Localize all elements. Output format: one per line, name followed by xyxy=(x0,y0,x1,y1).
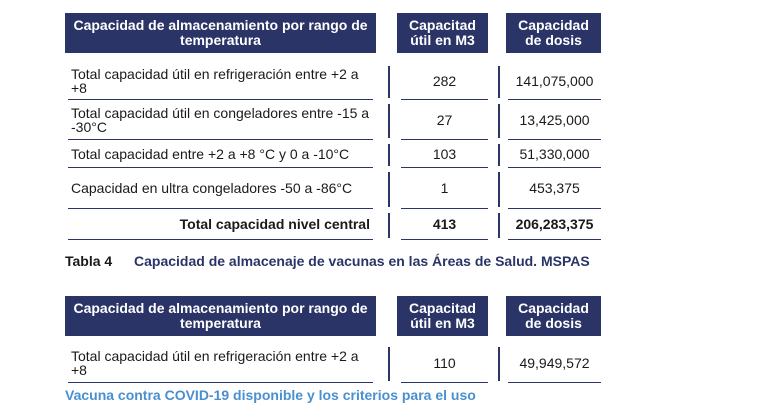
column-header-doses: Capacidad de dosis xyxy=(506,13,601,53)
table-header xyxy=(65,296,601,336)
row-doses: 51,330,000 xyxy=(508,140,601,168)
row-m3: 103 xyxy=(401,140,488,168)
row-m3: 27 xyxy=(401,100,488,140)
column-divider xyxy=(498,213,500,238)
column-divider xyxy=(498,66,500,98)
row-label: Capacidad en ultra congeladores -50 a -86°C xyxy=(68,168,373,209)
column-divider xyxy=(498,347,500,381)
row-doses: 141,075,000 xyxy=(508,62,601,100)
row-label: Total capacidad entre +2 a +8 °C y 0 a -10°C xyxy=(68,140,373,168)
row-label: Total capacidad útil en refrigeración entre +2 a +8 xyxy=(68,62,373,100)
storage-capacity-table-central xyxy=(65,13,601,240)
column-divider xyxy=(388,172,390,207)
column-divider xyxy=(388,144,390,166)
total-label: Total capacidad nivel central xyxy=(68,209,373,240)
column-header-doses: Capacidad de dosis xyxy=(506,296,601,336)
section-heading-cutoff xyxy=(65,387,565,403)
row-m3: 282 xyxy=(401,62,488,100)
column-divider xyxy=(498,104,500,138)
column-divider xyxy=(388,213,390,238)
column-header-range: Capacidad de almacenamiento por rango de temperatura xyxy=(65,296,376,336)
column-divider xyxy=(388,104,390,138)
total-m3: 413 xyxy=(401,209,488,240)
row-label: Total capacidad útil en congeladores entre -15 a -30°C xyxy=(68,100,373,140)
row-label: Total capacidad útil en refrigeración entre +2 a +8 xyxy=(68,343,373,383)
row-doses: 453,375 xyxy=(508,168,601,209)
table-row xyxy=(65,100,601,140)
row-doses: 13,425,000 xyxy=(508,100,601,140)
row-m3: 110 xyxy=(401,343,488,383)
caption-number: Tabla 4 xyxy=(65,253,113,269)
table-total-row xyxy=(65,209,601,240)
column-header-range: Capacidad de almacenamiento por rango de temperatura xyxy=(65,13,376,53)
storage-capacity-table-areas xyxy=(65,296,601,383)
table-header xyxy=(65,13,601,53)
total-doses: 206,283,375 xyxy=(508,209,601,240)
table-row xyxy=(65,343,601,383)
table-row xyxy=(65,62,601,100)
row-m3: 1 xyxy=(401,168,488,209)
section-heading-text: Vacuna contra COVID-19 disponible y los criterios para el uso xyxy=(65,387,476,403)
column-header-m3: Capacitad útil en M3 xyxy=(397,296,488,336)
table-row xyxy=(65,168,601,209)
column-divider xyxy=(388,66,390,98)
row-doses: 49,949,572 xyxy=(508,343,601,383)
caption-title: Capacidad de almacenaje de vacunas en las Áreas de Salud. MSPAS xyxy=(134,253,590,269)
column-divider xyxy=(498,172,500,207)
table-row xyxy=(65,140,601,168)
column-header-m3: Capacitad útil en M3 xyxy=(397,13,488,53)
column-divider xyxy=(498,144,500,166)
column-divider xyxy=(388,347,390,381)
